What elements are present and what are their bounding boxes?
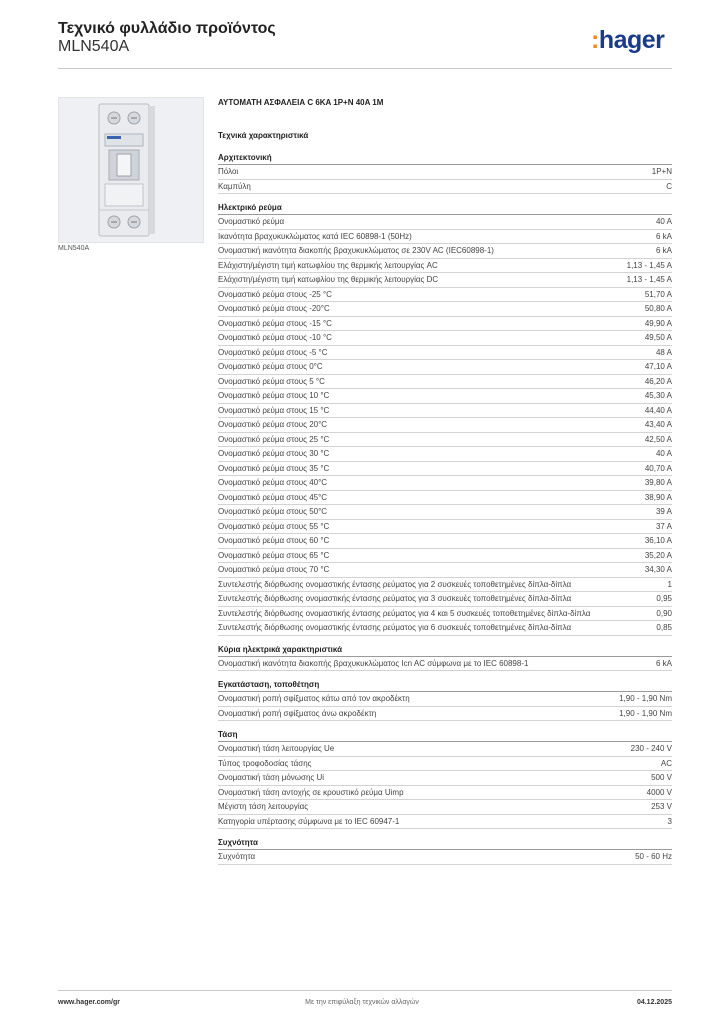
spec-label: Τύπος τροφοδοσίας τάσης [218, 758, 312, 768]
spec-value: 0,90 [656, 608, 672, 618]
spec-label: Ονομαστικό ρεύμα στους 30 °C [218, 449, 330, 458]
spec-label: Ονομαστικό ρεύμα στους 25 °C [218, 434, 330, 444]
spec-label: Συχνότητα [218, 852, 256, 861]
spec-value: 500 V [651, 773, 672, 782]
header-divider [58, 68, 672, 69]
footer-date: 04.12.2025 [636, 999, 672, 1006]
spec-row [218, 165, 672, 180]
spec-row [218, 215, 672, 230]
spec-value: AC [660, 758, 672, 768]
spec-row [218, 288, 672, 303]
product-code: MLN540A [58, 38, 130, 55]
spec-row [218, 317, 672, 332]
document-title: Τεχνικό φυλλάδιο προϊόντος [58, 20, 276, 37]
spec-label: Ονομαστικό ρεύμα στους -10 °C [218, 333, 332, 342]
spec-row [218, 742, 672, 757]
spec-value: 1,13 - 1,45 A [626, 275, 672, 284]
spec-group [218, 152, 672, 194]
spec-value: 6 kA [655, 231, 672, 241]
spec-label: Ονομαστικό ρεύμα στους 20°C [218, 420, 328, 429]
spec-value: 44,40 A [644, 405, 672, 415]
spec-value: 6 kA [655, 658, 672, 668]
spec-value: 40 A [655, 449, 672, 458]
spec-label: Ονομαστική ροπή σφίξματος κάτω από τον ακροδέκτη [218, 694, 410, 703]
spec-row [218, 418, 672, 433]
spec-value: 42,50 A [644, 434, 672, 444]
spec-label: Ονομαστικό ρεύμα στους 40°C [218, 478, 328, 487]
spec-row [218, 389, 672, 404]
spec-row [218, 621, 672, 636]
spec-value: 6 kA [655, 246, 672, 255]
spec-row [218, 180, 672, 195]
footer-notice: Με την επιφύλαξη τεχνικών αλλαγών [305, 999, 419, 1006]
spec-value: 50 - 60 Hz [635, 852, 672, 861]
spec-row [218, 771, 672, 786]
spec-label: Ονομαστικό ρεύμα στους 0°C [218, 362, 323, 371]
spec-row [218, 850, 672, 865]
spec-value: 4000 V [646, 787, 672, 797]
spec-value: 1,90 - 1,90 Nm [619, 694, 672, 703]
spec-label: Ονομαστικό ρεύμα στους -5 °C [218, 347, 328, 357]
spec-value: 43,40 A [644, 420, 672, 429]
section-title: Τεχνικά χαρακτηριστικά [218, 131, 309, 140]
spec-row [218, 692, 672, 707]
spec-label: Καμπύλη [218, 181, 251, 191]
spec-value: 36,10 A [644, 536, 672, 545]
product-heading: ΑΥΤΟΜΑΤΗ ΑΣΦΑΛΕΙΑ C 6KA 1P+N 40A 1M [218, 98, 384, 107]
spec-value: 38,90 A [644, 492, 672, 502]
spec-label: Ονομαστική ικανότητα διακοπής βραχυκυκλώματος Icn AC σύμφωνα με το IEC 60898-1 [218, 658, 529, 668]
spec-label: Κατηγορία υπέρτασης σύμφωνα με το IEC 60947-1 [218, 816, 400, 826]
spec-label: Συντελεστής διόρθωσης ονομαστικής έντασης ρεύματος για 4 και 5 συσκευές τοποθετημένες δίπλα-δίπλα [218, 608, 591, 618]
spec-row [218, 815, 672, 830]
spec-group [218, 837, 672, 865]
spec-group-title: Αρχιτεκτονική [218, 152, 672, 165]
spec-label: Πόλοι [218, 167, 239, 176]
spec-label: Συντελεστής διόρθωσης ονομαστικής έντασης ρεύματος για 2 συσκευές τοποθετημένες δίπλα-δίπλα [218, 579, 572, 589]
spec-group-title: Εγκατάσταση, τοποθέτηση [218, 679, 672, 692]
spec-label: Ονομαστική ροπή σφίξματος άνω ακροδέκτη [218, 708, 377, 718]
spec-value: 39,80 A [644, 478, 672, 487]
spec-label: Ονομαστικό ρεύμα στους 55 °C [218, 521, 330, 531]
spec-value: 51,70 A [644, 289, 672, 299]
spec-row [218, 578, 672, 593]
spec-value: 49,90 A [644, 318, 672, 328]
spec-label: Ικανότητα βραχυκυκλώματος κατά IEC 60898-1 (50Hz) [218, 231, 412, 241]
spec-row [218, 302, 672, 317]
spec-row [218, 433, 672, 448]
spec-row [218, 505, 672, 520]
spec-label: Ονομαστικό ρεύμα στους 15 °C [218, 405, 330, 415]
spec-row [218, 331, 672, 346]
spec-value: 47,10 A [644, 362, 672, 371]
spec-value: 3 [667, 816, 672, 826]
spec-value: 1 [667, 579, 672, 589]
spec-row [218, 259, 672, 274]
spec-group-title: Τάση [218, 729, 672, 742]
spec-row [218, 757, 672, 772]
spec-row [218, 592, 672, 607]
logo-text: hager [598, 26, 665, 54]
spec-row [218, 520, 672, 535]
spec-row [218, 607, 672, 622]
spec-row [218, 346, 672, 361]
spec-label: Μέγιστη τάση λειτουργίας [218, 802, 309, 811]
product-image [58, 97, 204, 243]
spec-group-title: Συχνότητα [218, 837, 672, 850]
spec-label: Συντελεστής διόρθωσης ονομαστικής έντασης ρεύματος για 3 συσκευές τοποθετημένες δίπλα-δίπλα [218, 594, 572, 603]
spec-label: Ονομαστική τάση αντοχής σε κρουστικό ρεύμα Uimp [218, 787, 404, 797]
spec-value: 1,13 - 1,45 A [626, 260, 672, 270]
spec-label: Ονομαστικό ρεύμα στους 50°C [218, 507, 328, 516]
spec-group-title: Κύρια ηλεκτρικά χαρακτηριστικά [218, 644, 672, 657]
spec-value: 0,85 [656, 623, 672, 632]
spec-row [218, 491, 672, 506]
spec-value: 1P+N [651, 167, 672, 176]
spec-row [218, 476, 672, 491]
footer-website: www.hager.com/gr [58, 999, 120, 1006]
spec-label: Ονομαστικό ρεύμα στους 45°C [218, 492, 328, 502]
spec-value: 37 A [655, 521, 672, 531]
spec-label: Ονομαστική τάση λειτουργίας Ue [218, 744, 335, 753]
spec-value: 40,70 A [644, 463, 672, 473]
spec-value: C [666, 181, 672, 191]
spec-value: 49,50 A [644, 333, 672, 342]
spec-value: 50,80 A [644, 304, 672, 313]
spec-table [218, 152, 672, 873]
spec-group [218, 679, 672, 721]
spec-value: 46,20 A [644, 376, 672, 386]
hager-logo [591, 26, 664, 55]
spec-value: 34,30 A [644, 565, 672, 574]
spec-label: Ελάχιστη/μέγιστη τιμή κατωφλίου της θερμικής λειτουργίας AC [218, 260, 438, 270]
spec-row [218, 447, 672, 462]
spec-label: Ονομαστικό ρεύμα στους -20°C [218, 304, 330, 313]
spec-label: Ονομαστικό ρεύμα στους 10 °C [218, 391, 330, 400]
footer-divider [58, 990, 672, 991]
spec-row [218, 462, 672, 477]
spec-row [218, 273, 672, 288]
spec-label: Ονομαστική ικανότητα διακοπής βραχυκυκλώματος σε 230V AC (IEC60898-1) [218, 246, 494, 255]
spec-group [218, 729, 672, 829]
spec-row [218, 707, 672, 722]
image-caption: MLN540A [58, 245, 90, 252]
spec-row [218, 230, 672, 245]
spec-row [218, 534, 672, 549]
spec-label: Ονομαστικό ρεύμα στους 70 °C [218, 565, 330, 574]
spec-value: 253 V [651, 802, 672, 811]
spec-value: 48 A [655, 347, 672, 357]
spec-group [218, 202, 672, 636]
spec-value: 1,90 - 1,90 Nm [619, 708, 672, 718]
spec-label: Ονομαστικό ρεύμα στους 60 °C [218, 536, 330, 545]
spec-label: Ονομαστικό ρεύμα στους -25 °C [218, 289, 332, 299]
spec-row [218, 244, 672, 259]
spec-label: Ονομαστικό ρεύμα στους 35 °C [218, 463, 330, 473]
logo-colon: : [591, 26, 599, 54]
spec-row [218, 375, 672, 390]
spec-row [218, 360, 672, 375]
spec-value: 39 A [655, 507, 672, 516]
spec-label: Ονομαστικό ρεύμα [218, 217, 285, 226]
spec-label: Ελάχιστη/μέγιστη τιμή κατωφλίου της θερμικής λειτουργίας DC [218, 275, 439, 284]
spec-label: Ονομαστικό ρεύμα στους 5 °C [218, 376, 325, 386]
spec-value: 45,30 A [644, 391, 672, 400]
spec-row [218, 404, 672, 419]
spec-row [218, 549, 672, 564]
spec-row [218, 563, 672, 578]
spec-value: 230 - 240 V [630, 744, 672, 753]
spec-value: 0,95 [656, 594, 672, 603]
spec-group-title: Ηλεκτρικό ρεύμα [218, 202, 672, 215]
spec-label: Ονομαστικό ρεύμα στους 65 °C [218, 550, 330, 560]
spec-label: Συντελεστής διόρθωσης ονομαστικής έντασης ρεύματος για 6 συσκευές τοποθετημένες δίπλα-δίπλα [218, 623, 572, 632]
spec-label: Ονομαστικό ρεύμα στους -15 °C [218, 318, 332, 328]
spec-row [218, 800, 672, 815]
spec-label: Ονομαστική τάση μόνωσης Ui [218, 773, 325, 782]
spec-row [218, 786, 672, 801]
spec-row [218, 657, 672, 672]
circuit-breaker-illustration [59, 98, 203, 242]
spec-value: 35,20 A [644, 550, 672, 560]
spec-group [218, 644, 672, 672]
spec-value: 40 A [655, 217, 672, 226]
